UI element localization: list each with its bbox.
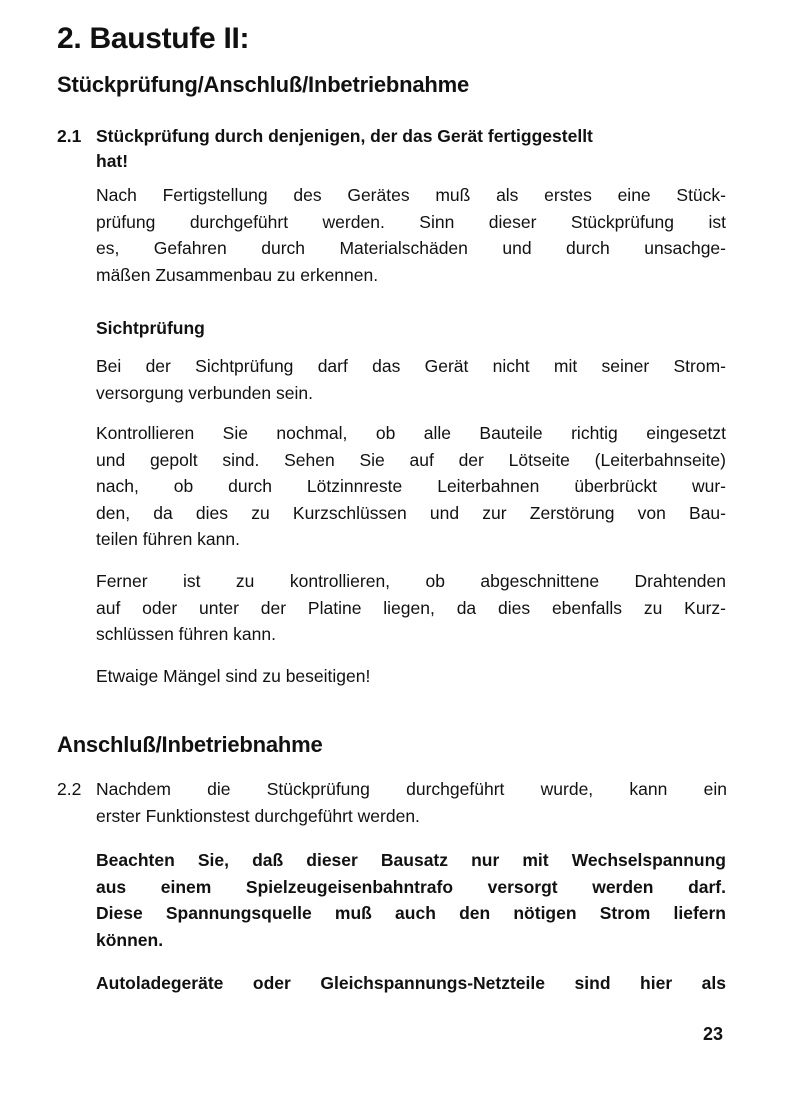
sichtpruefung-paragraph-3 bbox=[96, 568, 726, 648]
paragraph-line: können. bbox=[96, 929, 164, 950]
paragraph-line: den, da dies zu Kurzschlüssen und zur Zerstörung von Bau- bbox=[96, 502, 726, 523]
page-number: 23 bbox=[703, 1024, 724, 1044]
paragraph-line: Diese Spannungsquelle muß auch den nötigen Strom liefern bbox=[96, 903, 726, 923]
sichtpruefung-paragraph-4 bbox=[96, 663, 726, 690]
sichtpruefung-title: Sichtprüfung bbox=[96, 318, 205, 338]
paragraph-line: prüfung durchgeführt werden. Sinn dieser Stückprüfung ist bbox=[96, 211, 726, 232]
paragraph-line: auf oder unter der Platine liegen, da dies ebenfalls zu Kurz- bbox=[96, 597, 726, 618]
item-2-1-title bbox=[57, 124, 727, 174]
paragraph-line: schlüssen führen kann. bbox=[96, 624, 276, 644]
item-2-2-intro bbox=[57, 776, 727, 829]
item-2-2-line1 bbox=[57, 776, 727, 803]
item-2-2-number: 2.2 bbox=[57, 779, 82, 799]
sichtpruefung-paragraph-2 bbox=[96, 420, 726, 553]
section-title-anschluss: Anschluß/Inbetriebnahme bbox=[57, 732, 323, 757]
paragraph-line: Autoladegeräte oder Gleichspannungs-Netzteile sind hier als bbox=[96, 973, 726, 993]
item-2-1-paragraph bbox=[96, 182, 726, 288]
paragraph-line: mäßen Zusammenbau zu erkennen. bbox=[96, 264, 379, 285]
item-2-1-title-line2: hat! bbox=[96, 151, 129, 171]
paragraph-line: Beachten Sie, daß dieser Bausatz nur mit Wechselspannung bbox=[96, 850, 726, 870]
sichtpruefung-paragraph-1 bbox=[96, 353, 726, 406]
paragraph-line: Kontrollieren Sie nochmal, ob alle Bauteile richtig eingesetzt bbox=[96, 423, 726, 443]
section-title-stueckpruefung: Stückprüfung/Anschluß/Inbetriebnahme bbox=[57, 72, 470, 97]
paragraph-line: Ferner ist zu kontrollieren, ob abgeschnittene Drahtenden bbox=[96, 571, 726, 591]
item-2-1-title-line1: Stückprüfung durch denjenigen, der das Gerät fertiggestellt bbox=[96, 126, 593, 146]
paragraph-line: Nach Fertigstellung des Gerätes muß als erstes eine Stück- bbox=[96, 185, 726, 205]
item-2-1-number: 2.1 bbox=[57, 126, 82, 146]
item-2-2-note bbox=[96, 970, 726, 997]
item-2-2-warning bbox=[96, 847, 726, 953]
paragraph-line: nach, ob durch Lötzinnreste Leiterbahnen überbrückt wur- bbox=[96, 476, 726, 496]
item-2-2-line1-text: Nachdem die Stückprüfung durchgeführt wurde, kann ein bbox=[96, 779, 727, 799]
paragraph-line: aus einem Spielzeugeisenbahntrafo versorgt werden darf. bbox=[96, 876, 726, 897]
paragraph-line: Etwaige Mängel sind zu beseitigen! bbox=[96, 666, 371, 686]
paragraph-line: es, Gefahren durch Materialschäden und durch unsachge- bbox=[96, 238, 726, 258]
paragraph-line: Bei der Sichtprüfung darf das Gerät nicht mit seiner Strom- bbox=[96, 356, 726, 376]
page-heading: 2. Baustufe II: bbox=[57, 22, 250, 55]
paragraph-line: teilen führen kann. bbox=[96, 529, 240, 549]
item-2-2-line2: erster Funktionstest durchgeführt werden. bbox=[96, 805, 420, 826]
paragraph-line: und gepolt sind. Sehen Sie auf der Lötseite (Leiterbahnseite) bbox=[96, 449, 726, 470]
paragraph-line: versorgung verbunden sein. bbox=[96, 382, 313, 403]
